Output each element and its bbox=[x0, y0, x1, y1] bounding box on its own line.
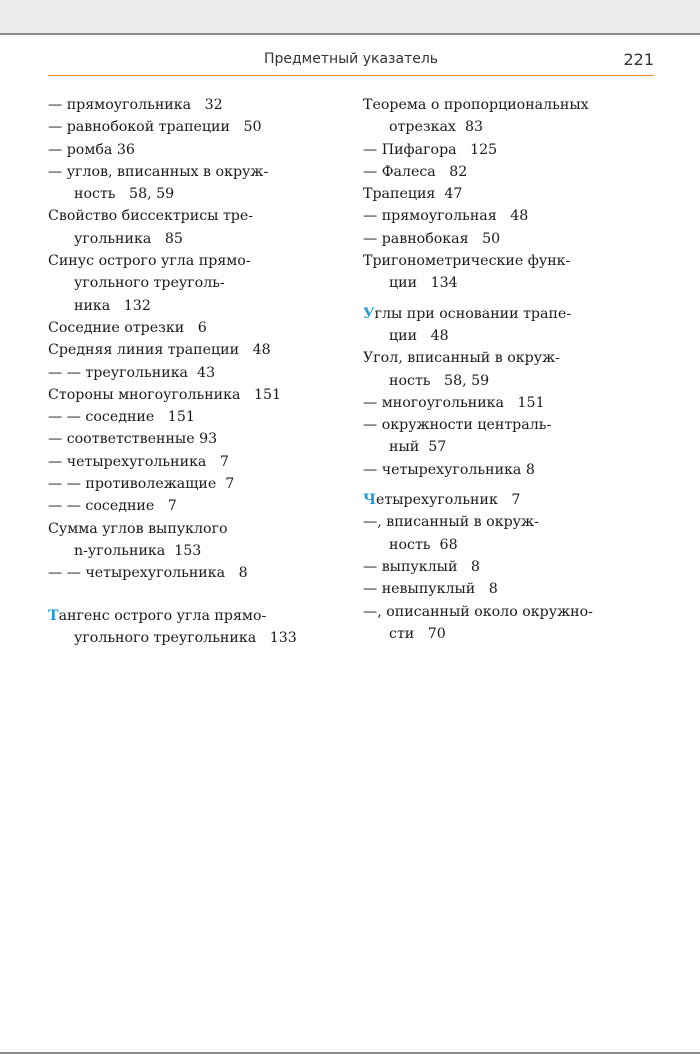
entry-text: — окружности централь- bbox=[363, 417, 552, 434]
entry-text: — четырехугольника 8 bbox=[363, 461, 535, 478]
index-entry bbox=[48, 205, 348, 250]
running-head-title: Предметный указатель bbox=[263, 51, 439, 67]
entry-text: Тригонометрические функ- bbox=[363, 253, 571, 270]
entry-text: — соответственные 93 bbox=[48, 431, 218, 448]
index-entry bbox=[363, 601, 663, 646]
entry-text: отрезках 83 bbox=[389, 119, 484, 136]
section-initial: Т bbox=[48, 607, 59, 624]
index-column-left bbox=[48, 94, 348, 649]
index-entry bbox=[48, 116, 348, 138]
entry-text: — углов, вписанных в окруж- bbox=[48, 163, 269, 180]
index-entry bbox=[363, 303, 663, 348]
section-initial: Ч bbox=[363, 492, 376, 509]
index-entry bbox=[48, 362, 348, 384]
entry-text: глы при основании трапе- bbox=[374, 305, 572, 322]
entry-text: угольного треугольника 133 bbox=[74, 629, 297, 646]
entry-text: ность 68 bbox=[389, 536, 458, 553]
index-entry bbox=[48, 495, 348, 517]
entry-text: — выпуклый 8 bbox=[363, 558, 480, 575]
entry-text: ции 134 bbox=[389, 275, 458, 292]
entry-text: Сумма углов выпуклого bbox=[48, 520, 228, 537]
entry-text: — — четырехугольника 8 bbox=[48, 565, 248, 582]
index-column-right bbox=[363, 94, 663, 645]
index-entry bbox=[48, 317, 348, 339]
entry-text: — — противолежащие 7 bbox=[48, 476, 235, 493]
index-entry bbox=[363, 459, 663, 481]
index-entry bbox=[48, 605, 348, 650]
index-entry bbox=[48, 339, 348, 361]
index-entry bbox=[363, 139, 663, 161]
index-entry bbox=[363, 161, 663, 183]
entry-text: ции 48 bbox=[389, 327, 449, 344]
entry-text: сти 70 bbox=[389, 625, 446, 642]
index-entry bbox=[48, 562, 348, 584]
entry-text: — равнобокая 50 bbox=[363, 230, 501, 247]
index-entry bbox=[48, 451, 348, 473]
entry-text: — невыпуклый 8 bbox=[363, 581, 498, 598]
entry-text: —, вписанный в окруж- bbox=[363, 514, 539, 531]
entry-text: ный 57 bbox=[389, 439, 447, 456]
entry-text: ангенс острого угла прямо- bbox=[58, 607, 267, 624]
section-initial: У bbox=[363, 305, 375, 322]
page-number: 221 bbox=[623, 50, 654, 69]
index-entry bbox=[48, 473, 348, 495]
entry-text: Соседние отрезки 6 bbox=[48, 319, 207, 336]
entry-text: — прямоугольная 48 bbox=[363, 208, 529, 225]
running-head bbox=[48, 48, 654, 76]
index-entry bbox=[363, 414, 663, 459]
entry-text: — ромба 36 bbox=[48, 141, 135, 158]
entry-text: — четырехугольника 7 bbox=[48, 453, 229, 470]
index-entry bbox=[363, 511, 663, 556]
entry-text: —, описанный около окружно- bbox=[363, 603, 593, 620]
entry-text: ность 58, 59 bbox=[74, 186, 175, 203]
entry-text: ника 132 bbox=[74, 297, 151, 314]
index-entry bbox=[363, 250, 663, 295]
entry-text: угольного треуголь- bbox=[74, 275, 225, 292]
entry-text: ность 58, 59 bbox=[389, 372, 490, 389]
entry-text: — — треугольника 43 bbox=[48, 364, 216, 381]
index-entry bbox=[363, 556, 663, 578]
index-entry bbox=[363, 489, 663, 511]
entry-text: Средняя линия трапеции 48 bbox=[48, 342, 271, 359]
entry-text: n-угольника 153 bbox=[74, 542, 202, 559]
entry-text: угольника 85 bbox=[74, 230, 183, 247]
entry-text: — равнобокой трапеции 50 bbox=[48, 119, 262, 136]
index-entry bbox=[48, 94, 348, 116]
entry-text: — прямоугольника 32 bbox=[48, 97, 223, 113]
index-entry bbox=[48, 139, 348, 161]
index-entry bbox=[48, 406, 348, 428]
entry-text: Стороны многоугольника 151 bbox=[48, 386, 282, 403]
index-entry bbox=[363, 94, 663, 139]
index-entry bbox=[48, 250, 348, 317]
entry-text: Теорема о пропорциональных bbox=[363, 97, 589, 113]
index-entry bbox=[363, 578, 663, 600]
entry-text: Трапеция 47 bbox=[363, 186, 463, 203]
index-entry bbox=[363, 347, 663, 392]
index-entry bbox=[48, 384, 348, 406]
entry-text: — — соседние 151 bbox=[48, 409, 195, 426]
index-entry bbox=[363, 392, 663, 414]
index-entry bbox=[363, 228, 663, 250]
index-entry bbox=[363, 183, 663, 205]
entry-text: Синус острого угла прямо- bbox=[48, 253, 251, 270]
index-entry bbox=[48, 161, 348, 206]
index-entry bbox=[48, 428, 348, 450]
viewer-toolbar bbox=[0, 0, 700, 35]
index-entry bbox=[48, 518, 348, 563]
index-entry bbox=[363, 205, 663, 227]
entry-text: Угол, вписанный в окруж- bbox=[363, 350, 560, 367]
entry-text: — Фалеса 82 bbox=[363, 163, 468, 180]
entry-text: — многоугольника 151 bbox=[363, 394, 545, 411]
entry-text: — Пифагора 125 bbox=[363, 141, 498, 158]
entry-text: — — соседние 7 bbox=[48, 498, 177, 515]
entry-text: Свойство биссектрисы тре- bbox=[48, 208, 254, 225]
entry-text: етырехугольник 7 bbox=[375, 492, 521, 509]
